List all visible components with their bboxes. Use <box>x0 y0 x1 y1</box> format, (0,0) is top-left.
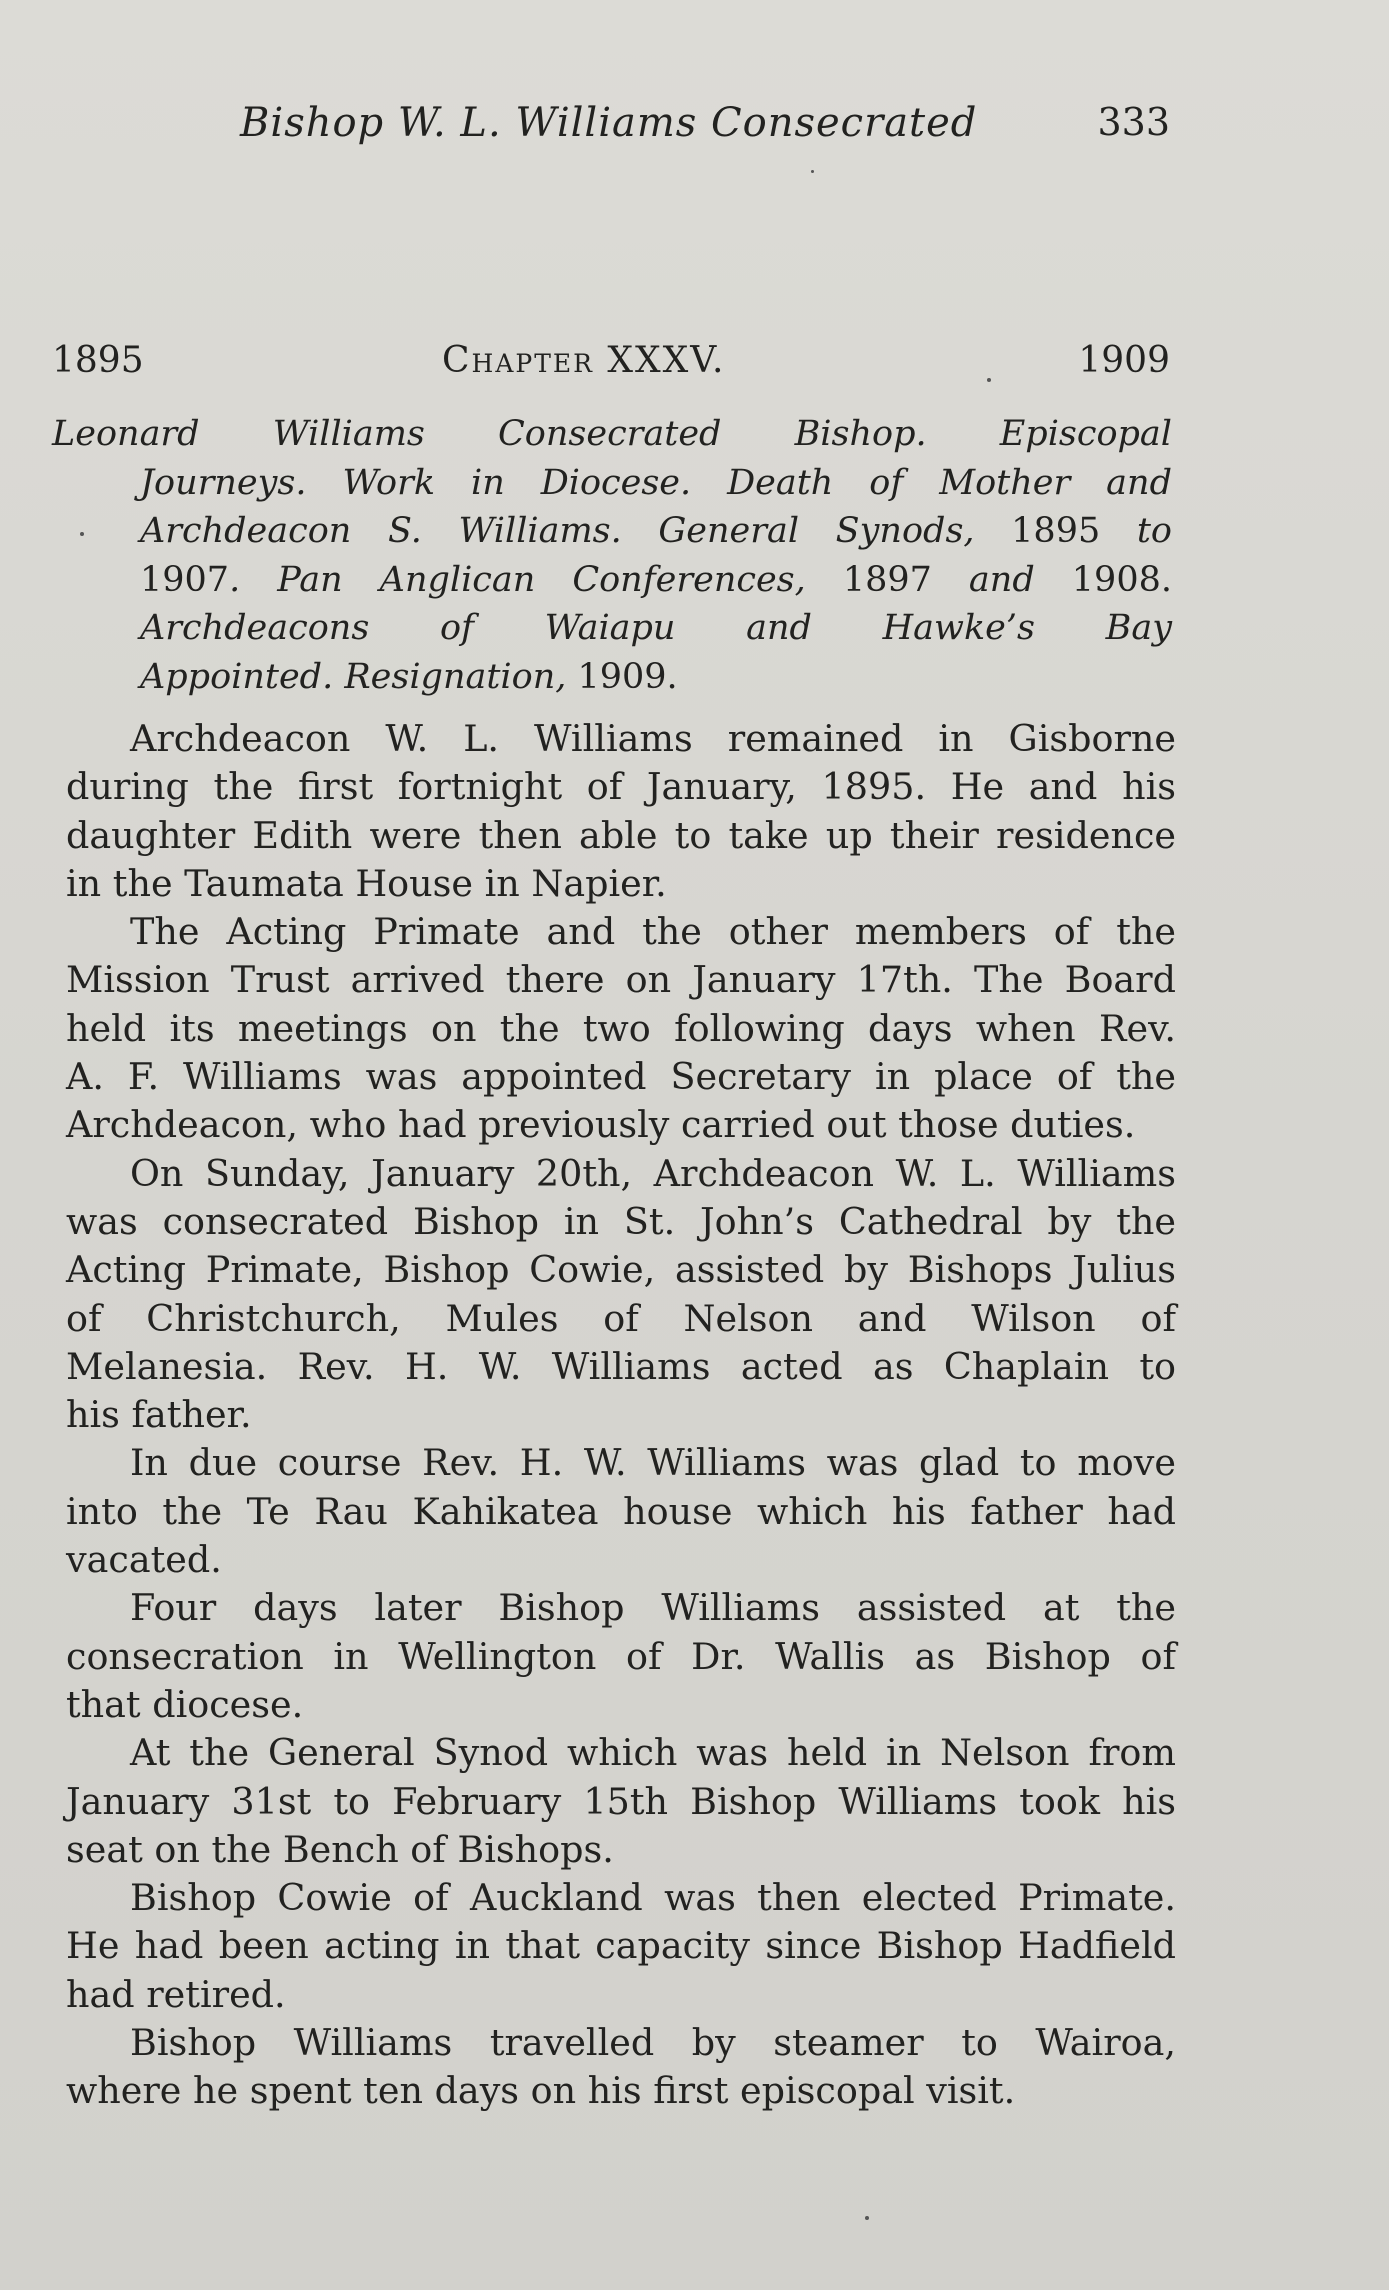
paragraph-line: In due course Rev. H. W. Williams was glad to move <box>130 1441 1176 1485</box>
synopsis-year: 1897 <box>842 559 932 600</box>
paragraph-line: where he spent ten days on his first episcopal visit. <box>66 2069 1016 2113</box>
synopsis-text: and <box>931 559 1072 600</box>
paragraph-line: Archdeacon W. L. Williams remained in Gisborne <box>130 717 1176 760</box>
synopsis-year: 1909. <box>577 656 678 697</box>
paragraph-line: held its meetings on the two following days when Rev. <box>66 1006 1176 1050</box>
paragraph-line: January 31st to February 15th Bishop Williams took his <box>66 1779 1176 1823</box>
paragraph-line: his father. <box>66 1393 252 1437</box>
paragraph-line: had retired. <box>66 1972 286 2016</box>
synopsis-line <box>140 653 1172 702</box>
paragraph-line: Bishop Williams travelled by steamer to Wairoa, <box>130 2021 1176 2065</box>
running-head <box>240 100 1170 160</box>
paragraph-line: during the first fortnight of January, 1895. He and his <box>66 765 1176 809</box>
paragraph-line: of Christchurch, Mules of Nelson and Wilson of <box>66 1296 1176 1340</box>
paragraph-line: A. F. Williams was appointed Secretary in place of the <box>66 1055 1176 1099</box>
paragraph-line: consecration in Wellington of Dr. Wallis as Bishop of <box>66 1634 1176 1678</box>
paper-speck <box>811 170 814 173</box>
paper-speck <box>80 532 84 536</box>
paragraph-line: in the Taumata House in Napier. <box>66 861 667 905</box>
paragraph-line: Archdeacon, who had previously carried out those duties. <box>66 1103 1136 1147</box>
synopsis-line <box>140 459 1172 508</box>
chapter-synopsis <box>52 410 1172 701</box>
paragraph-line: Acting Primate, Bishop Cowie, assisted by Bishops Julius <box>66 1248 1176 1292</box>
paragraph-line: At the General Synod which was held in Nelson from <box>130 1731 1176 1775</box>
synopsis-year: 1895 <box>1011 511 1101 551</box>
paragraph-line: that diocese. <box>66 1682 304 1726</box>
paragraph-line: Bishop Cowie of Auckland was then elected Primate. <box>130 1876 1176 1920</box>
chapter-heading <box>52 340 1170 396</box>
paragraph-line: Mission Trust arrived there on January 17th. The Board <box>66 958 1176 1002</box>
body-text <box>66 715 1176 2116</box>
paragraph-line: The Acting Primate and the other members of the <box>130 910 1176 954</box>
synopsis-year: 1907 <box>140 559 230 600</box>
page-number: 333 <box>1097 100 1170 144</box>
synopsis-text: Archdeacons of Waiapu and Hawke’s Bay <box>140 608 1172 648</box>
synopsis-line <box>140 604 1172 653</box>
chapter-title: Chapter XXXV. <box>442 340 726 381</box>
paper-speck <box>865 2216 869 2220</box>
paragraph-line: into the Te Rau Kahikatea house which his father had <box>66 1489 1176 1533</box>
running-title: Bishop W. L. Williams Consecrated <box>240 100 978 146</box>
synopsis-text: Archdeacon S. Williams. General Synods, <box>140 511 1012 551</box>
synopsis-year: 1908. <box>1071 559 1172 600</box>
paragraph-line: daughter Edith were then able to take up their residence <box>66 813 1176 857</box>
paragraph-line: On Sunday, January 20th, Archdeacon W. L. Williams <box>130 1151 1176 1195</box>
synopsis-text: to <box>1100 511 1172 551</box>
synopsis-text: Leonard Williams Consecrated Bishop. Episcopal <box>52 414 1172 454</box>
chapter-year-end: 1909 <box>1078 340 1170 381</box>
paragraph-line: Melanesia. Rev. H. W. Williams acted as Chaplain to <box>66 1344 1176 1388</box>
synopsis-text: Appointed. Resignation, <box>140 656 578 697</box>
synopsis-text: . Pan Anglican Conferences, <box>229 559 843 600</box>
synopsis-line <box>52 410 1172 459</box>
synopsis-line <box>140 556 1172 605</box>
chapter-year-start: 1895 <box>52 340 144 381</box>
paragraph-line: vacated. <box>66 1538 222 1582</box>
paragraph-line: Four days later Bishop Williams assisted at the <box>130 1586 1176 1630</box>
paper-speck <box>987 378 991 382</box>
synopsis-text: Journeys. Work in Diocese. Death of Mother and <box>140 462 1172 503</box>
paragraph-line: He had been acting in that capacity since Bishop Hadfield <box>66 1924 1176 1968</box>
paragraph-line: seat on the Bench of Bishops. <box>66 1827 614 1871</box>
synopsis-line <box>140 507 1172 556</box>
paragraph-line: was consecrated Bishop in St. John’s Cathedral by the <box>66 1199 1176 1243</box>
